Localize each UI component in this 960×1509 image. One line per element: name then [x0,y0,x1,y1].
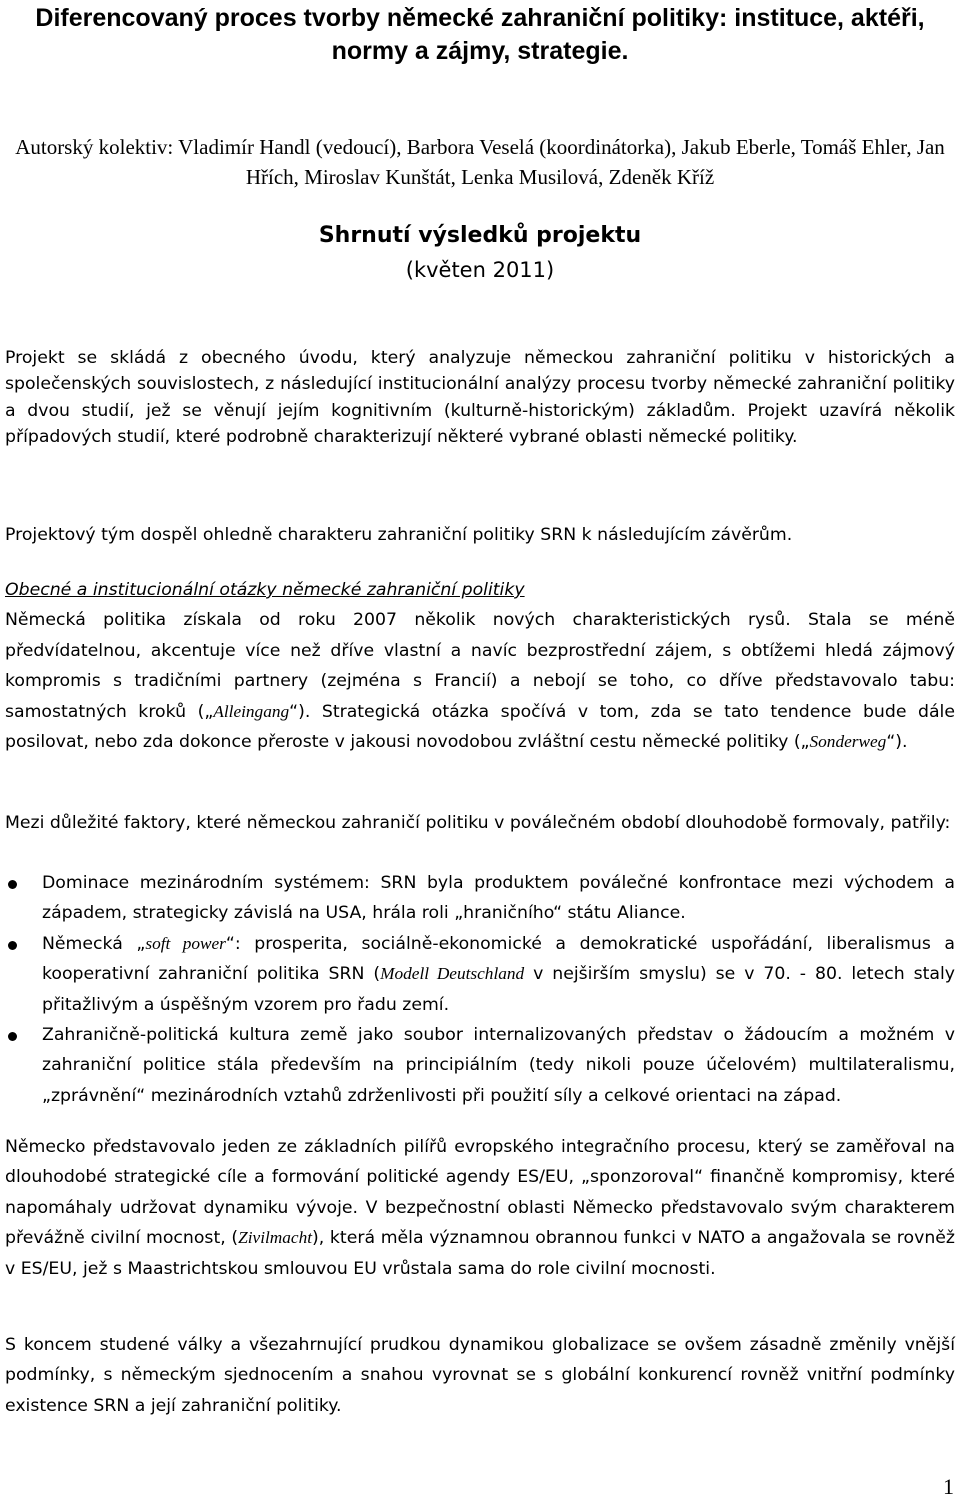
section-heading: Obecné a institucionální otázky německé zahraniční politiky [5,580,525,600]
list-item-text: Německá „ [42,933,146,954]
paragraph-new-features [5,605,955,757]
term-zivilmacht: Zivilmacht [238,1228,313,1248]
list-item-text: “: prosperita, sociálně-ekonomické a demokratické uspořádání, liberalismus a kooperativní zahraniční politika SRN ( [42,933,955,985]
factors-list [5,868,955,1111]
list-item [5,868,955,929]
list-item-text: Zahraničně-politická kultura země jako soubor internalizovaných představ o žádoucím a možném v zahraniční politice stála především na principiálním (tedy nikoli pouze účelovém) multilateralismu, „zprávnění“ mezinárodních vztahů zdrženlivosti při použití síly a celkové orientaci na západ. [42,1025,955,1106]
list-item-text: v nejširším smyslu) se v 70. - 80. letech staly přitažlivým a úspěšným vzorem pro řadu zemí. [42,964,955,1015]
bullet-icon [8,941,17,950]
term-soft-power: soft power [145,933,226,953]
intro-paragraph: Projekt se skládá z obecného úvodu, který analyzuje německou zahraniční politiku v historických a společenských souvislostech, z následující institucionální analýzy procesu tvorby německé zahraniční politiky a dvou studií, jež se věnují jejím kognitivním (kulturně-historickým) základům. Projekt uzavírá několik případových studií, které podrobně charakterizují některé vybrané oblasti německé politiky. [5,348,955,447]
paragraph-factors: Mezi důležité faktory, které německou zahraničí politiku v poválečném období dlouhodobě formovaly, patřily: [5,813,951,833]
term-sonderweg: Sonderweg [809,732,887,752]
paragraph-text: “). [886,732,908,753]
paragraph-text: Německá politika získala od roku 2007 několik nových charakteristických rysů. Stala se méně předvídatelnou, akcentuje více než dříve vlastní a navíc bezprostřední zájem, s obtížemi hledá zájmový kompromis s tradičními partnery (zejména s Francií) a nebojí se toho, co dříve představovalo tabu: samostatných kroků („ [5,610,955,722]
summary-date: (květen 2011) [405,258,555,282]
paragraph-cold-war-end: S koncem studené války a všezahrnující prudkou dynamikou globalizace se ovšem zásadně změnily vnější podmínky, s německým sjednocením a snahou vyrovnat se s globální konkurencí rovněž vnitřní podmínky existence SRN a její zahraniční politiky. [5,1335,955,1416]
list-item-text: Dominace mezinárodním systémem: SRN byla produktem poválečné konfrontace mezi východem a západem, strategicky závislá na USA, hrála roli „hraničního“ státu Aliance. [42,873,955,924]
paragraph-text: Německo představovalo jeden ze základních pilířů evropského integračního procesu, který se zaměřoval na dlouhodobé strategické cíle a formování politické agendy ES/EU, „sponzoroval“ finančně kompromisy, které napomáhaly udržovat dynamiku vývoje. V bezpečnostní oblasti Německo představovalo svým charakterem převážně civilní mocnost, ( [5,1137,955,1249]
bullet-icon [8,1032,17,1041]
team-statement: Projektový tým dospěl ohledně charakteru zahraniční politiky SRN k následujícím závěrům. [5,525,793,545]
term-modell-deutschland: Modell Deutschland [380,964,525,984]
bullet-icon [8,880,17,889]
term-alleingang: Alleingang [213,701,290,721]
document-title: Diferencovaný proces tvorby německé zahraniční politiky: instituce, aktéři, normy a zájmy, strategie. [35,4,925,65]
list-item [5,1020,955,1111]
list-item [5,929,955,1020]
paragraph-text: “). Strategická otázka spočívá v tom, zda se tato tendence bude dále posilovat, nebo zda dokonce přeroste v jakousi novodobou zvláštní cestu německé politiky („ [5,701,955,753]
summary-heading: Shrnutí výsledků projektu [318,223,642,248]
paragraph-text: ), která měla významnou obrannou funkci v NATO a angažovala se rovněž v ES/EU, jež s Maastrichtskou smlouvou EU vrůstala sama do role civilní mocnosti. [5,1228,955,1279]
page-number: 1 [943,1474,954,1499]
paragraph-integration [5,1132,955,1284]
authors-line: Autorský kolektiv: Vladimír Handl (vedoucí), Barbora Veselá (koordinátorka), Jakub Eberle, Tomáš Ehler, Jan Hřích, Miroslav Kunštát, Lenka Musilová, Zdeněk Kříž [15,135,945,189]
section-general [5,575,955,757]
